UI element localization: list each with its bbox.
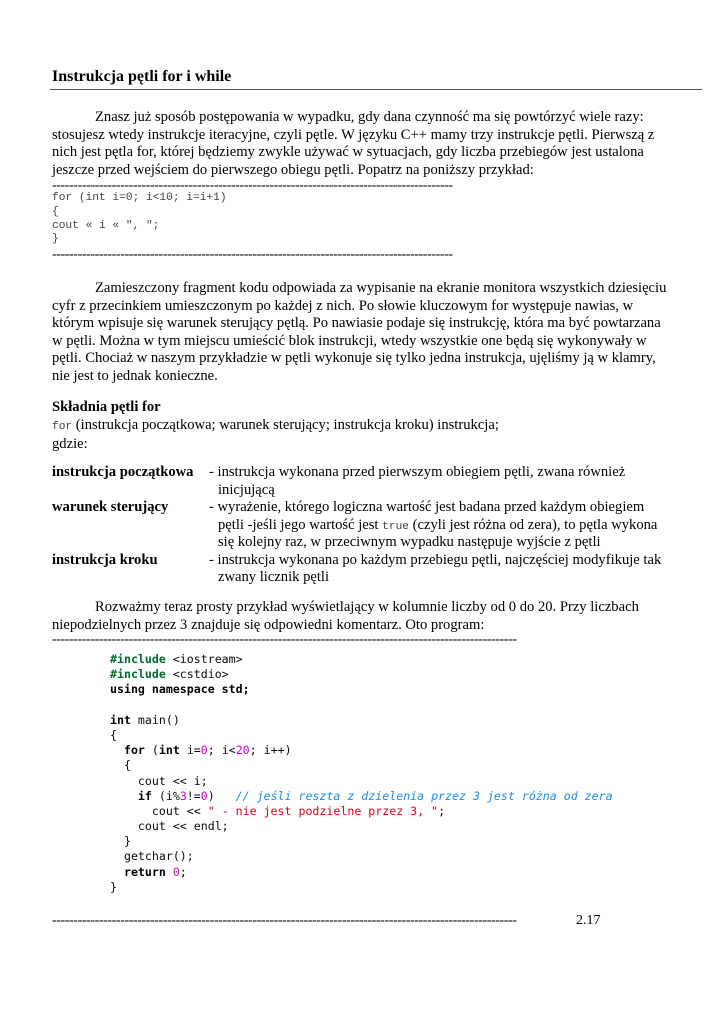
code-text: != xyxy=(186,788,201,803)
syntax-section xyxy=(52,399,672,454)
separator-top: ---------------------------------------------------------------------------------------------- xyxy=(52,178,453,193)
desc-init-cont: inicjującą xyxy=(218,481,275,498)
code-line: for (int i=0; i<10; i=i+1) xyxy=(52,192,227,204)
intro-line: stosujesz wtedy instrukcje iteracyjne, czyli pętle. W języku C++ mamy trzy instrukcje pętli. Pierwszą z xyxy=(52,126,655,143)
code-line-blank xyxy=(110,698,613,713)
code-text: ) xyxy=(207,788,236,803)
keyword: int xyxy=(110,712,131,727)
code-text: ; i++) xyxy=(249,743,292,758)
separator-program-top: ------------------------------------------------------------------------------------------------------------- xyxy=(52,632,517,647)
code-text: (i% xyxy=(151,788,180,803)
comment: // jeśli reszta z dzielenia przez 3 jest różna od zera xyxy=(235,788,613,803)
explanation-line: w pętli. Można w tym miejscu umieścić blok instrukcji, wtedy wszystkie one będą się wykonywały w xyxy=(52,332,647,349)
intro-paragraph xyxy=(52,109,672,179)
code-line xyxy=(110,804,613,819)
code-line xyxy=(110,743,613,758)
desc-init: - instrukcja wykonana przed pierwszym obiegiem pętli, zwana również xyxy=(209,464,626,480)
code-line: } xyxy=(110,834,131,849)
example-intro-line: Rozważmy teraz prosty przykład wyświetlający w kolumnie liczby od 0 do 20. Przy liczbach xyxy=(95,599,639,615)
code-text: ; i< xyxy=(207,743,236,758)
number: 3 xyxy=(179,788,187,803)
explanation-line: którym wpisuje się warunek sterujący pętlą. Po nawiasie podaje się instrukcję, która ma być powtarzana xyxy=(52,315,661,331)
code-text: ( xyxy=(144,743,159,758)
code-text: main() xyxy=(130,712,180,727)
code-text: <cstdio> xyxy=(165,667,229,682)
explanation-paragraph xyxy=(52,280,672,385)
explanation-line: Zamieszczony fragment kodu odpowiada za wypisanie na ekranie monitora wszystkich dziesięciu xyxy=(95,280,667,296)
sample-code xyxy=(52,192,672,247)
syntax-keyword: for xyxy=(52,420,73,433)
page-number: 2.17 xyxy=(576,913,601,928)
code-line: { xyxy=(110,727,117,742)
term-init: instrukcja początkowa xyxy=(52,464,194,480)
code-line: } xyxy=(110,879,117,894)
number: 0 xyxy=(200,788,208,803)
code-line xyxy=(110,713,613,728)
syntax-where: gdzie: xyxy=(52,436,88,452)
desc-cond-text-a: pętli -jeśli jego wartość jest xyxy=(218,516,383,533)
code-line: cout << i; xyxy=(110,773,208,788)
code-true: true xyxy=(382,520,409,533)
code-line: cout << endl; xyxy=(110,819,229,834)
number: 20 xyxy=(235,743,250,758)
string-literal: " - nie jest podzielne przez 3, " xyxy=(207,803,439,818)
keyword: int xyxy=(158,743,180,758)
syntax-rest: (instrukcja początkowa; warunek sterujący; instrukcja kroku) instrukcja; xyxy=(72,416,499,433)
title-underline xyxy=(50,89,702,90)
code-text: ; xyxy=(438,803,446,818)
indent xyxy=(110,789,138,803)
explanation-line: pętli. Chociaż w naszym przykładzie w pętli wykonuje się tylko jedna instrukcja, ujęliśmy ją w klamry, xyxy=(52,350,656,366)
code-line xyxy=(110,789,613,804)
desc-cond: - wyrażenie, którego logiczna wartość jest badana przed każdym obiegiem xyxy=(209,499,645,515)
number: 0 xyxy=(172,864,180,879)
intro-line: jeszcze przed wejściem do pierwszego obiegu pętli. Popatrz na poniższy przykład: xyxy=(52,161,534,178)
desc-cond-text-b: (czyli jest różna od zera), to pętla wykona xyxy=(409,516,658,533)
code-line: using namespace std; xyxy=(110,682,250,697)
code-line xyxy=(110,667,613,682)
code-line: { xyxy=(52,205,59,218)
page-footer xyxy=(52,913,601,929)
keyword: return xyxy=(123,864,166,879)
intro-line: Znasz już sposób postępowania w wypadku, gdy dana czynność ma się powtórzyć wiele razy: xyxy=(95,109,644,125)
indent xyxy=(110,743,124,757)
preprocessor: #include xyxy=(110,652,166,666)
code-text xyxy=(166,865,173,879)
syntax-heading: Składnia pętli for xyxy=(52,399,161,415)
separator-bottom: ---------------------------------------------------------------------------------------------- xyxy=(52,247,453,262)
keyword: if xyxy=(137,788,152,803)
indent xyxy=(110,865,124,879)
code-line: getchar(); xyxy=(110,849,194,864)
keyword: for xyxy=(123,743,145,758)
term-step: instrukcja kroku xyxy=(52,551,158,568)
example-intro-line: niepodzielnych przez 3 znajduje się odpowiedni komentarz. Oto program: xyxy=(52,616,485,633)
code-line: } xyxy=(52,233,59,246)
syntax-line xyxy=(52,417,672,437)
code-line: { xyxy=(110,758,131,773)
desc-cond-cont2: się kolejny raz, w przeciwnym wypadku następuje wyjście z pętli xyxy=(218,534,601,550)
definitions-list xyxy=(52,464,692,589)
example-intro xyxy=(52,599,672,634)
preprocessor: #include xyxy=(110,667,166,682)
number: 0 xyxy=(200,743,208,758)
desc-step: - instrukcja wykonana po każdym przebiegu pętli, najczęściej modyfikuje tak xyxy=(209,551,662,568)
code-text: cout << xyxy=(110,803,208,818)
code-text: ; xyxy=(179,864,187,879)
separator-footer: ------------------------------------------------------------------------------------------------------------- xyxy=(52,913,517,928)
intro-line: nich jest pętla for, której będziemy zwykle używać w sytuacjach, gdy liczba przebiegów jest ustalona xyxy=(52,144,644,160)
term-cond: warunek sterujący xyxy=(52,499,169,515)
page-title: Instrukcja pętli for i while xyxy=(52,68,232,85)
explanation-line: cyfr z przecinkiem umieszczonym po każdej z nich. Po słowie kluczowym for występuje nawias, w xyxy=(52,297,634,314)
desc-step-cont: zwany licznik pętli xyxy=(218,569,330,585)
program-listing xyxy=(110,652,613,895)
code-line xyxy=(110,865,613,880)
code-line: cout « i « ", "; xyxy=(52,219,160,232)
code-line xyxy=(110,652,613,667)
code-text: i= xyxy=(179,743,201,758)
explanation-line: nie jest to jednak konieczne. xyxy=(52,367,218,384)
code-text: <iostream> xyxy=(165,652,243,666)
